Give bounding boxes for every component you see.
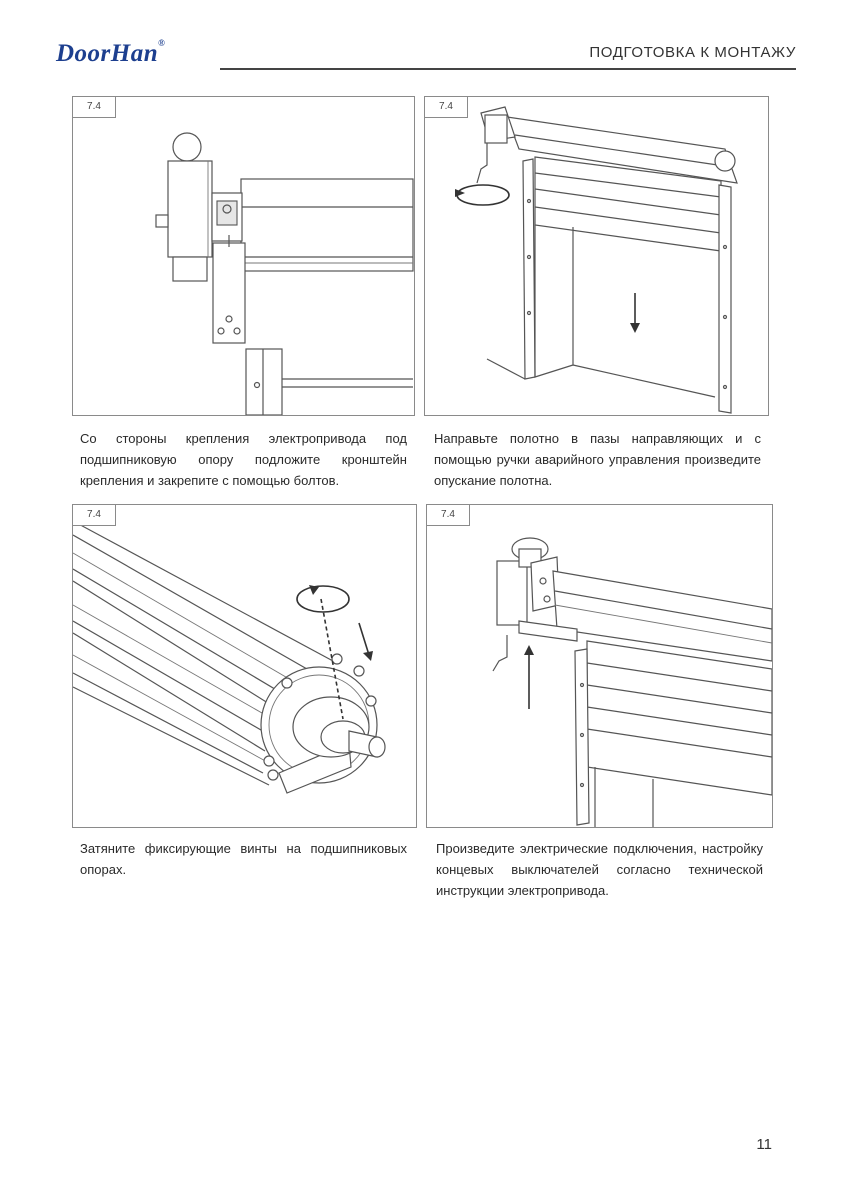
step-3-tag: 7.4 [73,505,116,526]
step-2-illustration [424,96,769,416]
bearing-bracket-drawing [73,97,414,415]
registered-mark: ® [158,38,166,48]
brand-logo [56,40,165,68]
step-1-illustration [72,96,415,416]
step-1-caption: Со стороны крепления электропривода под подшипниковую опору подложите кронштейн крепления и закрепите с помощью болтов. [80,431,407,488]
step-4-tag: 7.4 [427,505,470,526]
step-2-tag: 7.4 [425,97,468,118]
step-3-caption: Затяните фиксирующие винты на подшипниковых опорах. [80,841,407,877]
page-number: 11 [756,1136,772,1153]
section-title: ПОДГОТОВКА К МОНТАЖУ [589,44,796,61]
bearing-screws-drawing [73,505,416,827]
step-4-caption: Произведите электрические подключения, настройку концевых выключателей согласно технической инструкции электропривода. [436,841,763,898]
brand-name: DoorHan [56,40,159,67]
step-4-illustration [426,504,773,828]
header-rule [220,68,796,70]
electric-connection-drawing [427,505,772,827]
curtain-lowering-drawing [425,97,768,415]
step-1-tag: 7.4 [73,97,116,118]
step-3-illustration [72,504,417,828]
step-2-caption: Направьте полотно в пазы направляющих и с помощью ручки аварийного управления произведите опускание полотна. [434,431,761,488]
